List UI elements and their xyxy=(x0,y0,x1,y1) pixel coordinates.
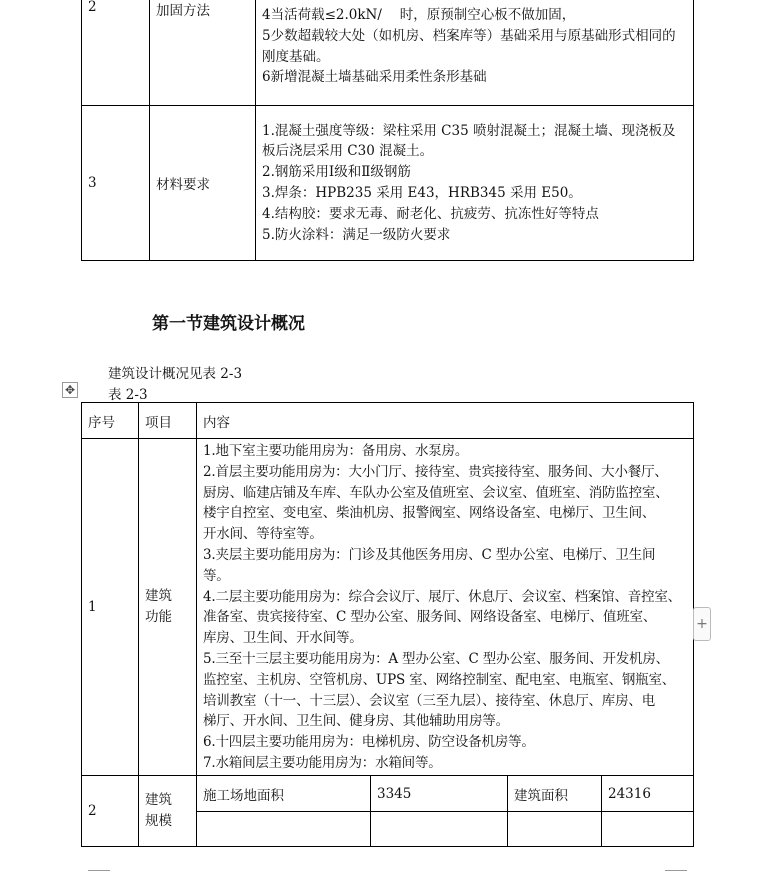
site-area-label: 施工场地面积 xyxy=(197,776,371,812)
content-line: 6新增混凝土墙基础采用柔性条形基础 xyxy=(262,69,487,86)
header-no: 序号 xyxy=(82,403,139,439)
content-line: 3.焊条：HPB235 采用 E43，HRB345 采用 E50。 xyxy=(262,185,582,201)
row-item xyxy=(139,439,197,776)
content-line: 2.钢筋采用Ⅰ级和Ⅱ级钢筋 xyxy=(262,164,411,181)
table-row xyxy=(82,439,694,776)
row-content xyxy=(256,0,694,106)
content-line: 厨房、临建店铺及车库、车队办公室及值班室、会议室、值班室、消防监控室、 xyxy=(203,484,669,501)
top-table xyxy=(81,0,694,261)
content-line: 库房、卫生间、开水间等。 xyxy=(203,630,363,647)
building-area-label: 建筑面积 xyxy=(508,776,602,812)
plus-icon[interactable]: + xyxy=(693,607,711,641)
overview-table xyxy=(81,402,694,847)
row-content xyxy=(197,439,694,776)
row-item xyxy=(150,106,256,261)
row-item xyxy=(139,776,197,847)
content-line: 6.十四层主要功能用房为：电梯机房、防空设备机房等。 xyxy=(203,734,535,751)
header-row xyxy=(82,403,694,439)
content-line: 刚度基础。 xyxy=(262,48,330,65)
content-line: 4当活荷载≤2.0kN/ 时，原预制空心板不做加固， xyxy=(262,7,576,23)
row-item xyxy=(150,0,256,106)
content-line: 监控室、主机房、空管机房、UPS 室、网络控制室、配电室、电瓶室、钢瓶室、 xyxy=(203,671,676,688)
content-line: 开水间、等待室等。 xyxy=(203,526,323,543)
empty-cell xyxy=(508,812,602,847)
row-content xyxy=(256,106,694,261)
table-row xyxy=(82,0,694,106)
table-row xyxy=(82,106,694,261)
building-area-value: 24316 xyxy=(602,776,694,812)
header-item: 项目 xyxy=(139,403,197,439)
row-item-text: 材料要求 xyxy=(156,177,210,193)
content-line: 梯厅、开水间、卫生间、健身房、其他辅助用房等。 xyxy=(203,713,509,730)
row-number-text: 2 xyxy=(88,803,97,819)
row-item-line: 建筑 xyxy=(145,792,172,809)
content-line: 5.三至十三层主要功能用房为：A 型办公室、C 型办公室、服务间、开发机房、 xyxy=(203,650,669,667)
empty-cell xyxy=(197,812,371,847)
intro-text: 建筑设计概况见表 2-3 xyxy=(108,366,243,382)
content-line: 4.结构胶：要求无毒、耐老化、抗疲劳、抗冻性好等特点 xyxy=(262,205,599,222)
content-line: 5少数超载较大处（如机房、档案库等）基础采用与原基础形式相同的 xyxy=(262,27,676,44)
row-number xyxy=(82,776,139,847)
row-number-text: 2 xyxy=(88,0,97,15)
row-item-line: 功能 xyxy=(145,609,172,625)
row-item-text: 加固方法 xyxy=(156,3,210,19)
site-area-value: 3345 xyxy=(371,776,508,812)
content-line: 4.二层主要功能用房为：综合会议厅、展厅、休息厅、会议室、档案馆、音控室、 xyxy=(203,588,681,605)
row-number-text: 1 xyxy=(88,599,97,615)
page-corner-mark xyxy=(88,870,110,871)
section-heading: 第一节建筑设计概况 xyxy=(152,314,305,334)
content-line: 等。 xyxy=(203,567,230,584)
content-line: 3.夹层主要功能用房为：门诊及其他医务用房、C 型办公室、电梯厅、卫生间 xyxy=(203,546,656,563)
move-cross-icon[interactable]: ✥ xyxy=(62,382,78,398)
row-item-line: 建筑 xyxy=(145,588,172,605)
row-number xyxy=(82,0,150,106)
content-line: 培训教室（十一、十三层）、会议室（三至九层）、接待室、休息厅、库房、电 xyxy=(203,692,655,709)
content-line: 1.地下室主要功能用房为：备用房、水泵房。 xyxy=(203,443,469,459)
content-line: 1.混凝土强度等级：梁柱采用 C35 喷射混凝土；混凝土墙、现浇板及 xyxy=(262,122,676,139)
content-line: 2.首层主要功能用房为：大小门厅、接待室、贵宾接待室、服务间、大小餐厅、 xyxy=(203,463,668,480)
empty-cell xyxy=(371,812,508,847)
row-number xyxy=(82,439,139,776)
content-line: 7.水箱间层主要功能用房为：水箱间等。 xyxy=(203,754,442,771)
header-content: 内容 xyxy=(197,403,694,439)
content-line: 板后浇层采用 C30 混凝土。 xyxy=(262,143,434,160)
content-line: 楼宇自控室、变电室、柴油机房、报警阀室、网络设备室、电梯厅、卫生间、 xyxy=(203,505,656,522)
content-line: 准备室、贵宾接待室、C 型办公室、服务间、网络设备室、电梯厅、值班室、 xyxy=(203,609,657,626)
table-row xyxy=(82,776,694,812)
row-number xyxy=(82,106,150,261)
row-number-text: 3 xyxy=(88,175,97,191)
page-corner-mark xyxy=(665,870,687,871)
content-line: 5.防火涂料：满足一级防火要求 xyxy=(262,226,451,243)
table-caption: 表 2-3 xyxy=(108,387,148,403)
row-item-line: 规模 xyxy=(145,813,172,829)
empty-cell xyxy=(602,812,694,847)
